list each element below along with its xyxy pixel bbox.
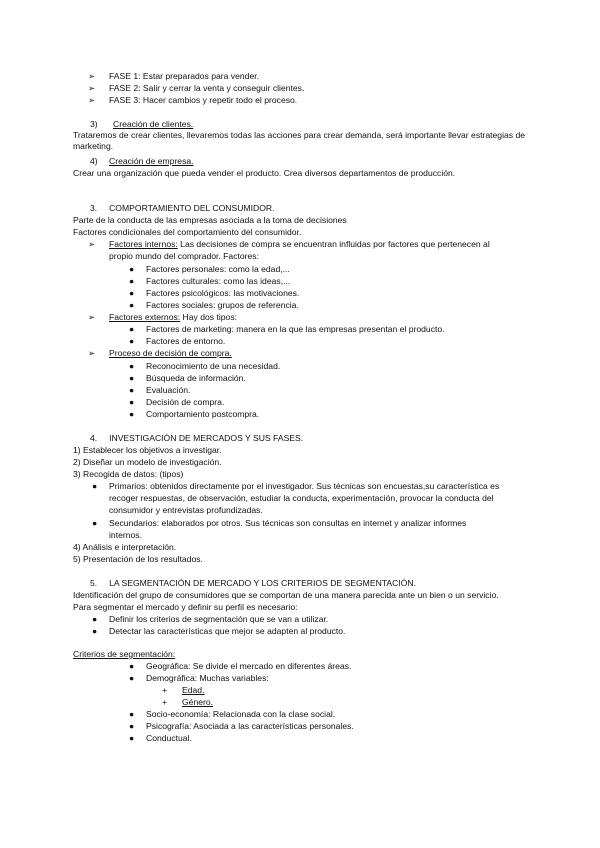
arrow-bullet-icon: ➢: [88, 312, 96, 322]
factores-internos-text: Las decisiones de compra se encuentran influidas por factores que pertenecen al: [177, 239, 490, 249]
arrow-bullet-icon: ➢: [88, 83, 96, 93]
list-item: Factores psicológicos: las motivaciones.: [146, 288, 300, 298]
list-item: Factores de marketing: manera en la que las empresas presentan el producto.: [146, 324, 445, 334]
list-item: 4) Análisis e interpretación.: [73, 542, 177, 552]
arrow-bullet-icon: ➢: [88, 348, 96, 358]
bullet-icon: ●: [129, 276, 135, 286]
bullet-icon: ●: [129, 373, 135, 383]
list-number: 3): [90, 119, 98, 129]
list-item: Factores culturales: como las ideas,...: [146, 276, 291, 286]
bullet-icon: ●: [92, 481, 98, 491]
bullet-icon: ●: [92, 626, 98, 636]
bullet-icon: ●: [129, 709, 135, 719]
bullet-icon: ●: [129, 673, 135, 683]
bullet-icon: ●: [129, 733, 135, 743]
list-item-continued: recoger respuestas, de observación, estudiar la conducta, experimentación, provocar la conducta del: [109, 493, 494, 503]
bullet-icon: ●: [129, 336, 135, 346]
list-item: 5) Presentación de los resultados.: [73, 554, 203, 564]
criterios-heading: Criterios de segmentación:: [73, 649, 176, 659]
factores-externos-line: [109, 312, 237, 323]
list-item: Primarios: obtenidos directamente por el investigador. Sus técnicas son encuestas,su característica es: [109, 481, 500, 491]
factores-externos-text: Hay dos tipos:: [180, 312, 238, 322]
bullet-icon: ●: [129, 288, 135, 298]
subheading: Creación de clientes.: [113, 119, 194, 129]
list-item: Socio-economía: Relacionada con la clase social.: [146, 709, 336, 719]
fase-item: FASE 1: Estar preparados para vender.: [109, 71, 259, 81]
bullet-icon: ●: [92, 518, 98, 528]
list-item: 1) Establecer los objetivos a investigar.: [73, 445, 222, 455]
fase-item: FASE 2: Salir y cerrar la venta y conseguir clientes.: [109, 83, 305, 93]
list-item: Búsqueda de información.: [146, 373, 246, 383]
list-item: Secundarios: elaborados por otros. Sus técnicas son consultas en internet y analizar informes: [109, 518, 467, 528]
list-item: Definir los criterios de segmentación que se van a utilizar.: [109, 614, 329, 624]
bullet-icon: ●: [129, 385, 135, 395]
list-item: Detectar las características que mejor se adapten al producto.: [109, 626, 346, 636]
bullet-icon: ●: [129, 721, 135, 731]
list-item: Factores sociales: grupos de referencia.: [146, 300, 299, 310]
list-item: Factores personales: como la edad,...: [146, 264, 290, 274]
factores-internos-line: [109, 239, 490, 250]
bullet-icon: ●: [129, 409, 135, 419]
section-heading: 5. LA SEGMENTACIÓN DE MERCADO Y LOS CRITERIOS DE SEGMENTACIÓN.: [90, 578, 416, 588]
proceso-decision-label: Proceso de decisión de compra.: [109, 348, 232, 358]
list-item: Geográfica: Se divide el mercado en diferentes áreas.: [146, 661, 352, 671]
list-item: Evaluación.: [146, 385, 191, 395]
plus-bullet-icon: +: [162, 685, 168, 695]
sub-list-item: Edad.: [182, 685, 205, 695]
bullet-icon: ●: [129, 661, 135, 671]
factores-externos-label: Factores externos:: [109, 312, 181, 322]
list-item: Demográfica: Muchas variables:: [146, 673, 269, 683]
paragraph: Parte de la conducta de las empresas asociada a la toma de decisiones: [73, 215, 347, 225]
arrow-bullet-icon: ➢: [88, 95, 96, 105]
list-item-continued: internos.: [109, 530, 142, 540]
paragraph: Para segmentar el mercado y definir su perfil es necesario:: [73, 602, 298, 612]
list-item-continued: consumidor y entrevistas profundizadas.: [109, 505, 263, 515]
list-item: 2) Diseñar un modelo de investigación.: [73, 457, 222, 467]
arrow-bullet-icon: ➢: [88, 239, 96, 249]
bullet-icon: ●: [129, 324, 135, 334]
paragraph: Factores condicionales del comportamiento del consumidor.: [73, 227, 302, 237]
factores-internos-text-continued: propio mundo del comprador. Factores:: [109, 251, 259, 261]
bullet-icon: ●: [129, 264, 135, 274]
paragraph: Crear una organización que pueda vender el producto. Crea diversos departamentos de producción.: [73, 168, 456, 178]
paragraph: Trataremos de crear clientes, llevaremos todas las acciones para crear demanda, será importante llevar estrategias de marketing.: [73, 130, 526, 151]
plus-bullet-icon: +: [162, 697, 168, 707]
list-item: 3) Recogida de datos: (tipos): [73, 469, 184, 479]
list-item: Comportamiento postcompra.: [146, 409, 260, 419]
paragraph: Identificación del grupo de consumidores que se comportan de una manera parecida ante un bien o un servicio.: [73, 590, 499, 600]
list-item: Conductual.: [146, 733, 192, 743]
bullet-icon: ●: [129, 361, 135, 371]
section-heading: 3. COMPORTAMIENTO DEL CONSUMIDOR.: [90, 203, 275, 213]
sub-list-item: Género.: [182, 697, 214, 707]
section-heading: 4. INVESTIGACIÓN DE MERCADOS Y SUS FASES.: [90, 433, 304, 443]
bullet-icon: ●: [92, 614, 98, 624]
bullet-icon: ●: [129, 397, 135, 407]
bullet-icon: ●: [129, 300, 135, 310]
fase-item: FASE 3: Hacer cambios y repetir todo el proceso.: [109, 95, 298, 105]
list-number: 4): [90, 156, 98, 166]
arrow-bullet-icon: ➢: [88, 71, 96, 81]
subheading: Creación de empresa.: [109, 156, 194, 166]
factores-internos-label: Factores internos:: [109, 239, 178, 249]
list-item: Decisión de compra.: [146, 397, 225, 407]
list-item: Psicografía: Asociada a las características personales.: [146, 721, 354, 731]
list-item: Factores de entorno.: [146, 336, 226, 346]
list-item: Reconocimiento de una necesidad.: [146, 361, 281, 371]
